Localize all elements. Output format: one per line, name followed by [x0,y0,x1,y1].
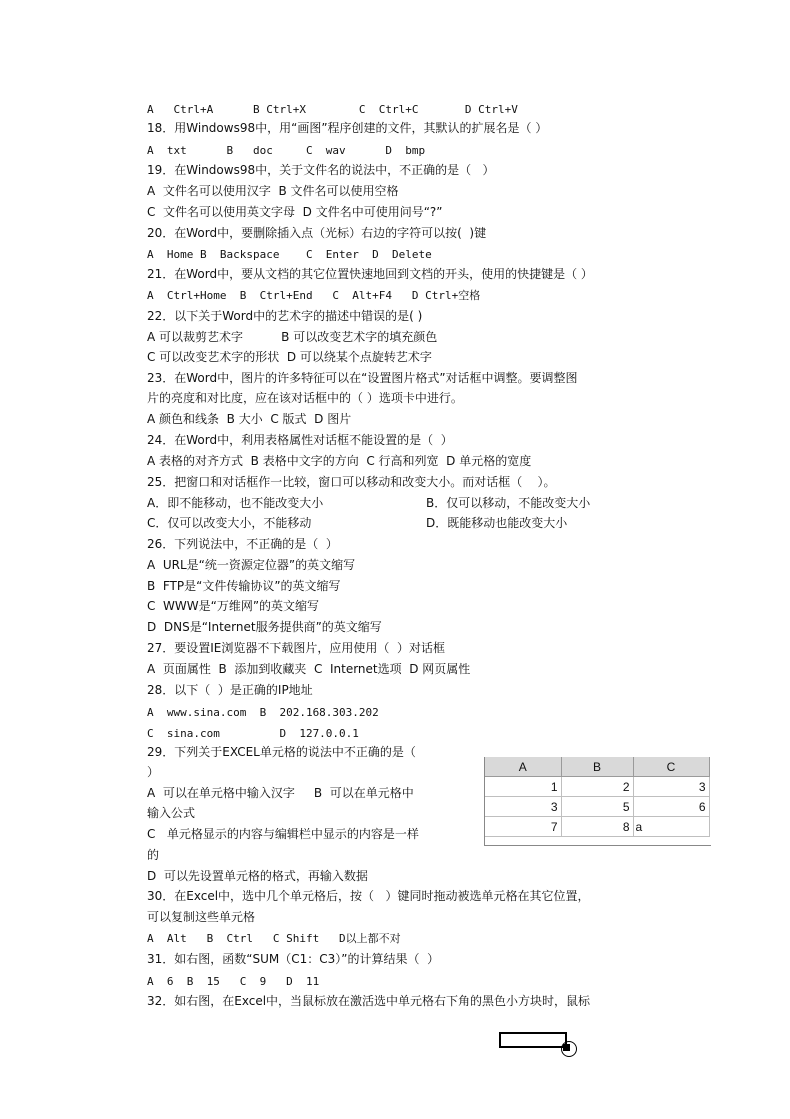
q20-stem: 20．在Word中，要删除插入点（光标）右边的字符可以按( )键 [147,226,487,240]
q27-stem: 27．要设置IE浏览器不下载图片，应用使用（ ）对话框 [147,641,446,655]
q28-option-cd: C sina.com D 127.0.0.1 [147,727,359,740]
q29-option-b: 输入公式 [147,806,196,820]
excel-cell: 3 [633,777,709,797]
excel-col-header: B [561,757,633,777]
q25-stem: 25．把窗口和对话框作一比较，窗口可以移动和改变大小。而对话框（ ）。 [147,475,556,489]
q25-option-d: D．既能移动也能改变大小 [426,516,568,530]
q29-option-a: A 可以在单元格中输入汉字 B 可以在单元格中 [147,786,414,800]
q19-stem: 19．在Windows98中，关于文件名的说法中，不正确的是（ ） [147,163,495,177]
excel-row [485,777,709,797]
q28-option-ab: A www.sina.com B 202.168.303.202 [147,706,379,719]
excel-cell: 7 [485,817,561,837]
excel-cell: a [633,817,709,837]
q26-option-a: A URL是“统一资源定位器”的英文缩写 [147,558,356,572]
excel-cell: 6 [633,797,709,817]
q29-option-c: C 单元格显示的内容与编辑栏中显示的内容是一样 [147,827,419,841]
q29-option-c-cont: 的 [147,848,160,862]
q20-options: A Home B Backspace C Enter D Delete [147,248,432,261]
q30-options: A Alt B Ctrl C Shift D以上都不对 [147,932,401,945]
excel-col-header: A [485,757,561,777]
q18-options: A txt B doc C wav D bmp [147,144,426,157]
q31-stem: 31．如右图，函数“SUM（C1：C3）”的计算结果（ ） [147,952,440,966]
excel-cell: 5 [561,797,633,817]
q24-stem: 24．在Word中，利用表格属性对话框不能设置的是（ ） [147,433,453,447]
q21-stem: 21．在Word中，要从文档的其它位置快速地回到文档的开头，使用的快捷键是（ ） [147,267,593,281]
q29-stem-1: 29．下列关于EXCEL单元格的说法中不正确的是（ [147,745,416,759]
excel-row [485,817,709,837]
q24-options: A 表格的对齐方式 B 表格中文字的方向 C 行高和列宽 D 单元格的宽度 [147,454,532,468]
excel-col-header: C [633,757,709,777]
selected-cell-outline [499,1032,567,1048]
excel-header-row [485,757,709,777]
q26-option-c: C WWW是“万维网”的英文缩写 [147,599,320,613]
q29-stem-2: ） [147,765,160,779]
q26-option-d: D DNS是“Internet服务提供商”的英文缩写 [147,620,382,634]
q26-option-b: B FTP是“文件传输协议”的英文缩写 [147,579,341,593]
q26-stem: 26．下列说法中，不正确的是（ ） [147,537,338,551]
q28-stem: 28．以下（ ）是正确的IP地址 [147,683,313,697]
excel-cell: 1 [485,777,561,797]
q22-option-cd: C 可以改变艺术字的形状 D 可以绕某个点旋转艺术字 [147,350,432,364]
q25-option-b: B．仅可以移动，不能改变大小 [426,496,591,510]
q22-option-ab: A 可以裁剪艺术字 B 可以改变艺术字的填充颜色 [147,330,438,344]
excel-table [485,757,710,837]
excel-cell: 3 [485,797,561,817]
q31-options: A 6 B 15 C 9 D 11 [147,975,320,988]
q22-stem: 22．以下关于Word中的艺术字的描述中错误的是( ) [147,309,423,323]
q30-stem-2: 可以复制这些单元格 [147,910,256,924]
excel-row [485,797,709,817]
q21-options: A Ctrl+Home B Ctrl+End C Alt+F4 D Ctrl+空格 [147,289,481,302]
q29-option-d: D 可以先设置单元格的格式，再输入数据 [147,869,368,883]
fill-handle-icon [563,1044,570,1051]
q30-stem-1: 30．在Excel中，选中几个单元格后，按（ ）键同时拖动被选单元格在其它位置， [147,889,590,903]
q18-stem: 18．用Windows98中，用“画图”程序创建的文件，其默认的扩展名是（ ） [147,121,548,135]
q19-option-ab: A 文件名可以使用汉字 B 文件名可以使用空格 [147,184,399,198]
q19-option-cd: C 文件名可以使用英文字母 D 文件名中可使用问号“?” [147,205,443,219]
q25-option-c: C．仅可以改变大小，不能移动 [147,516,312,530]
q23-stem-2: 片的亮度和对比度，应在该对话框中的（ ）选项卡中进行。 [147,391,463,405]
q27-options: A 页面属性 B 添加到收藏夹 C Internet选项 D 网页属性 [147,662,471,676]
q23-stem-1: 23．在Word中，图片的许多特征可以在“设置图片格式”对话框中调整。要调整图 [147,371,578,385]
q32-stem: 32．如右图，在Excel中，当鼠标放在激活选中单元格右下角的黑色小方块时，鼠标 [147,994,591,1008]
q17-options: A Ctrl+A B Ctrl+X C Ctrl+C D Ctrl+V [147,103,518,116]
q25-option-a: A．即不能移动，也不能改变大小 [147,496,324,510]
excel-grid-figure [484,757,711,846]
q23-options: A 颜色和线条 B 大小 C 版式 D 图片 [147,412,352,426]
excel-cell: 2 [561,777,633,797]
excel-cell: 8 [561,817,633,837]
